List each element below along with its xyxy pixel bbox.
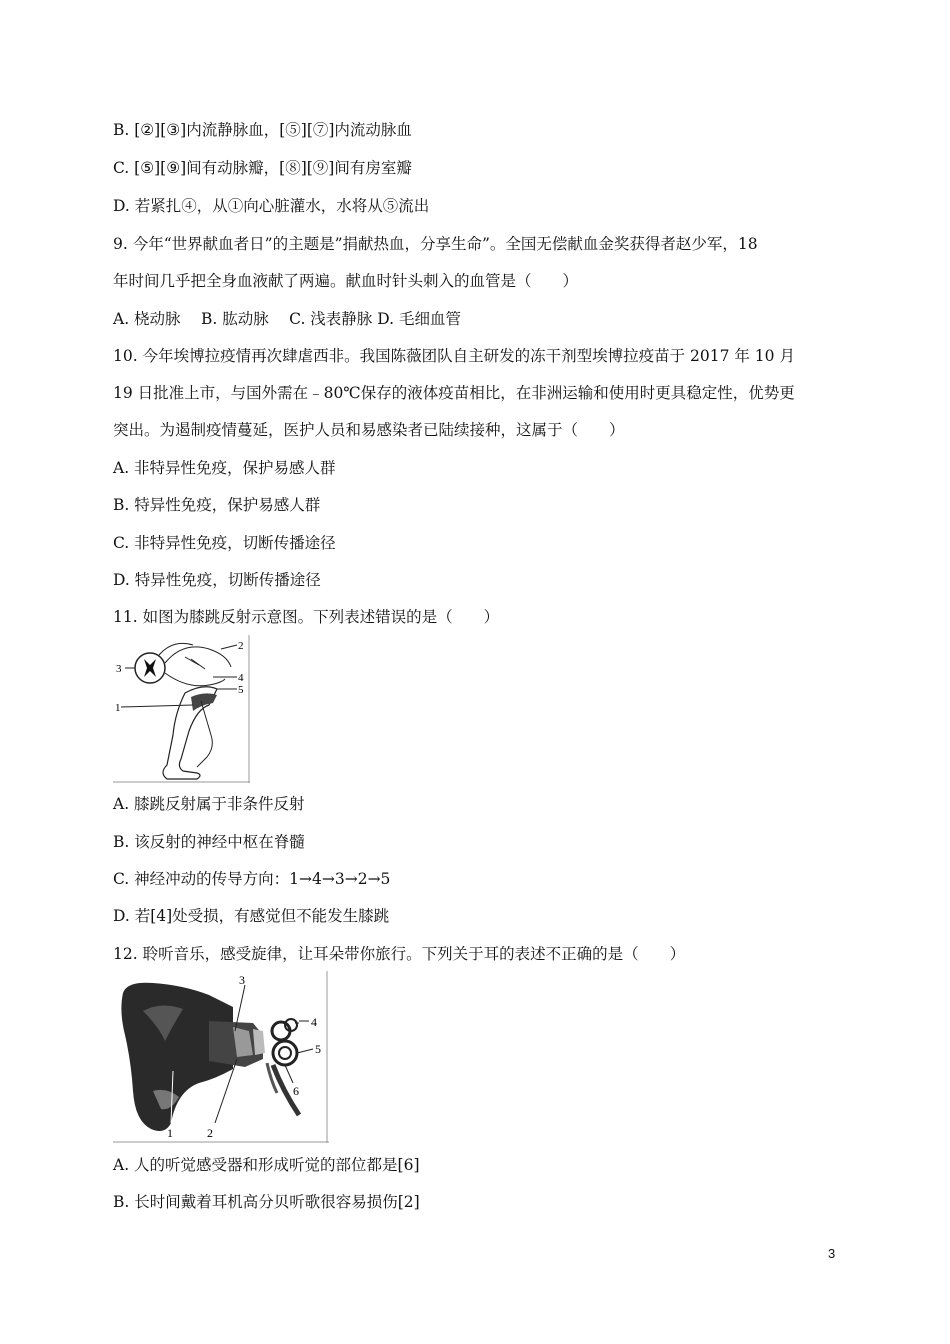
q10-option-b: B. 特异性免疫，保护易感人群 [113,496,321,514]
q10-option-c: C. 非特异性免疫，切断传播途径 [113,534,336,552]
ear-label-5: 5 [315,1042,321,1056]
q12-option-a: A. 人的听觉感受器和形成听觉的部位都是[6] [113,1156,420,1174]
q9-options: A. 桡动脉 B. 肱动脉 C. 浅表静脉 D. 毛细血管 [113,310,461,328]
knee-label-4: 4 [238,672,244,684]
ear-label-6: 6 [293,1084,299,1098]
knee-label-5: 5 [238,684,244,696]
q11-option-b: B. 该反射的神经中枢在脊髓 [113,833,305,851]
knee-label-1: 1 [115,702,121,714]
q10-stem-line-1: 10. 今年埃博拉疫情再次肆虐西非。我国陈薇团队自主研发的冻干剂型埃博拉疫苗于 2017 年 10 月 [113,347,795,365]
q8-option-d: D. 若紧扎④，从①向心脏灌水，水将从⑤流出 [113,197,430,215]
ear-label-1: 1 [167,1126,173,1140]
ear-structure-diagram [113,971,329,1143]
q10-stem-line-3: 突出。为遏制疫情蔓延，医护人员和易感染者已陆续接种，这属于（ ） [113,421,625,439]
q8-option-b: B. [②][③]内流静脉血，[⑤][⑦]内流动脉血 [113,121,412,139]
q12-stem: 12. 聆听音乐，感受旋律，让耳朵带你旅行。下列关于耳的表述不正确的是（ ） [113,945,686,963]
ear-label-3: 3 [239,973,245,987]
q10-stem-line-2: 19 日批准上市，与国外需在﹣80℃保存的液体疫苗相比，在非洲运输和使用时更具稳定性，优势更 [113,384,795,402]
q11-option-d: D. 若[4]处受损，有感觉但不能发生膝跳 [113,907,390,925]
knee-jerk-reflex-diagram [113,635,250,783]
q11-option-c: C. 神经冲动的传导方向：1→4→3→2→5 [113,870,391,888]
ear-label-2: 2 [207,1126,213,1140]
knee-label-2: 2 [238,640,244,652]
knee-label-3: 3 [116,663,122,675]
q8-option-c: C. [⑤][⑨]间有动脉瓣，[⑧][⑨]间有房室瓣 [113,159,412,177]
ear-label-4: 4 [311,1015,317,1029]
q12-option-b: B. 长时间戴着耳机高分贝听歌很容易损伤[2] [113,1193,420,1211]
q9-stem-line-2: 年时间几乎把全身血液献了两遍。献血时针头刺入的血管是（ ） [113,272,579,290]
page-number: 3 [828,1246,836,1261]
q10-option-a: A. 非特异性免疫，保护易感人群 [113,459,336,477]
q10-option-d: D. 特异性免疫，切断传播途径 [113,571,321,589]
q11-option-a: A. 膝跳反射属于非条件反射 [113,795,305,813]
q11-stem: 11. 如图为膝跳反射示意图。下列表述错误的是（ ） [113,608,500,626]
q9-stem-line-1: 9. 今年“世界献血者日”的主题是”捐献热血，分享生命”。全国无偿献血金奖获得者赵少军，18 [113,235,758,253]
